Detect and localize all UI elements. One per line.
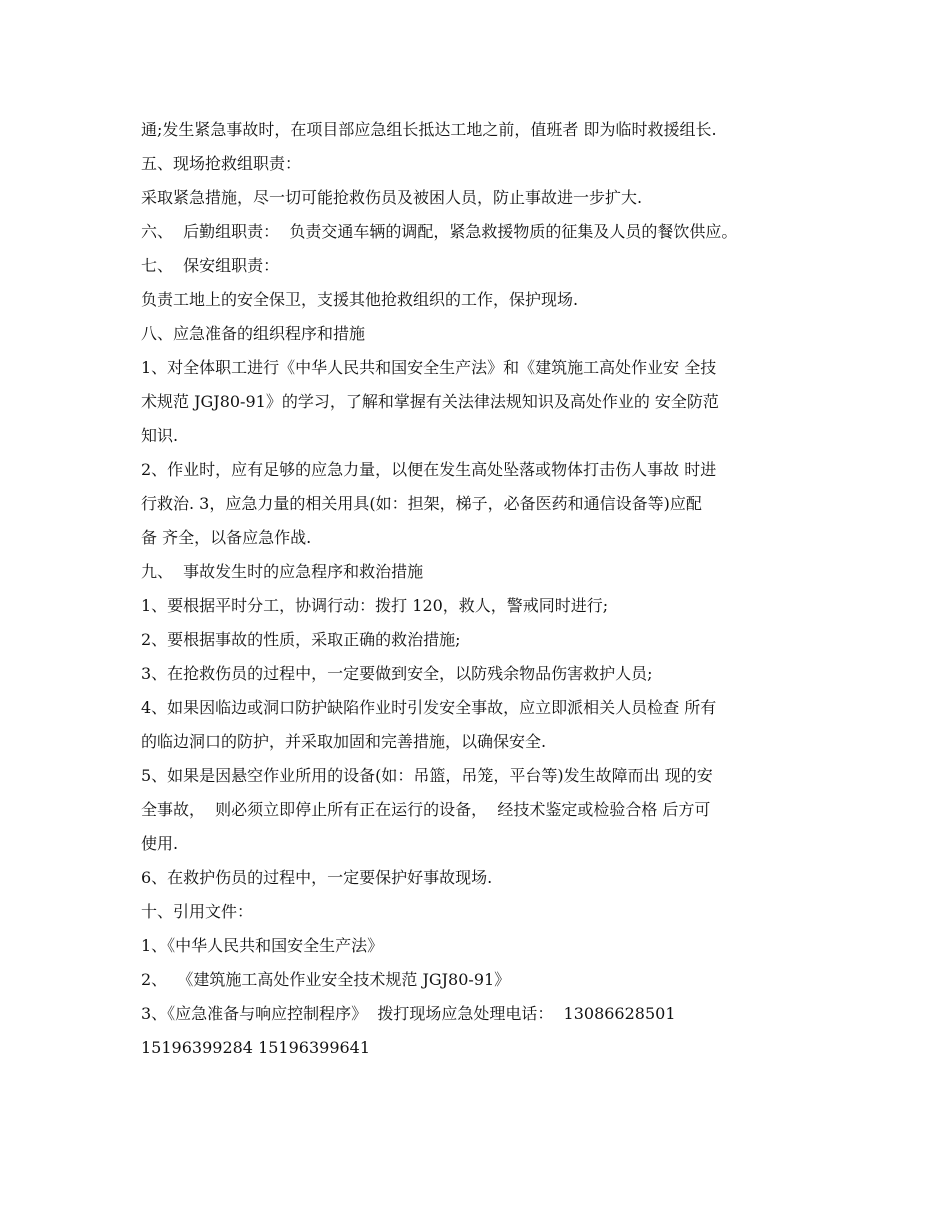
list-item-line: 知识. xyxy=(141,426,179,445)
list-item-line: 6、在救护伤员的过程中，一定要保护好事故现场. xyxy=(141,868,493,887)
list-item-line: 4、如果因临边或洞口防护缺陷作业时引发安全事故，应立即派相关人员检查 所有 xyxy=(141,698,717,717)
list-item-line: 2、要根据事故的性质，采取正确的救治措施; xyxy=(141,630,461,649)
section-heading-10: 十、引用文件： xyxy=(141,902,254,921)
list-item-line: 术规范 JGJ80-91》的学习，了解和掌握有关法律法规知识及高处作业的 安全防范 xyxy=(141,392,719,411)
reference-item: 2、 《建筑施工高处作业安全技术规范 JGJ80-91》 xyxy=(141,970,511,989)
phone-numbers-line: 15196399284 15196399641 xyxy=(141,1038,371,1057)
list-item-line: 3、在抢救伤员的过程中，一定要做到安全，以防残余物品伤害救护人员; xyxy=(141,664,653,683)
section-heading-7: 七、 保安组职责： xyxy=(141,256,280,275)
section-heading-8: 八、应急准备的组织程序和措施 xyxy=(141,324,366,343)
paragraph-line: 负责工地上的安全保卫，支援其他抢救组织的工作，保护现场. xyxy=(141,290,579,309)
list-item-line: 5、如果是因悬空作业所用的设备(如：吊篮，吊笼，平台等)发生故障而出 现的安 xyxy=(141,766,713,785)
list-item-line: 行救治. 3，应急力量的相关用具(如：担架，梯子，必备医药和通信设备等)应配 xyxy=(141,494,702,513)
list-item-line: 使用. xyxy=(141,834,179,853)
section-heading-5: 五、现场抢救组职责： xyxy=(141,154,302,173)
list-item-line: 备 齐全，以备应急作战. xyxy=(141,528,312,547)
paragraph-line: 通;发生紧急事故时，在项目部应急组长抵达工地之前，值班者 即为临时救援组长. xyxy=(141,120,717,139)
list-item-line: 1、要根据平时分工，协调行动：拨打 120，救人，警戒同时进行; xyxy=(141,596,609,615)
document-body xyxy=(141,113,831,1065)
section-heading-9: 九、 事故发生时的应急程序和救治措施 xyxy=(141,562,424,581)
list-item-line: 的临边洞口的防护，并采取加固和完善措施，以确保安全. xyxy=(141,732,547,751)
list-item-line: 全事故， 则必须立即停止所有正在运行的设备， 经技术鉴定或检验合格 后方可 xyxy=(141,800,711,819)
list-item-line: 2、作业时，应有足够的应急力量，以便在发生高处坠落或物体打击伤人事故 时进 xyxy=(141,460,717,479)
section-heading-6: 六、 后勤组职责： 负责交通车辆的调配，紧急救援物质的征集及人员的餐饮供应。 xyxy=(141,222,738,241)
reference-item: 3、《应急准备与响应控制程序》 拨打现场应急处理电话： 13086628501 xyxy=(141,1004,676,1023)
list-item-line: 1、对全体职工进行《中华人民共和国安全生产法》和《建筑施工高处作业安 全技 xyxy=(141,358,717,377)
paragraph-line: 采取紧急措施，尽一切可能抢救伤员及被困人员，防止事故进一步扩大. xyxy=(141,188,643,207)
reference-item: 1、《中华人民共和国安全生产法》 xyxy=(141,936,384,955)
